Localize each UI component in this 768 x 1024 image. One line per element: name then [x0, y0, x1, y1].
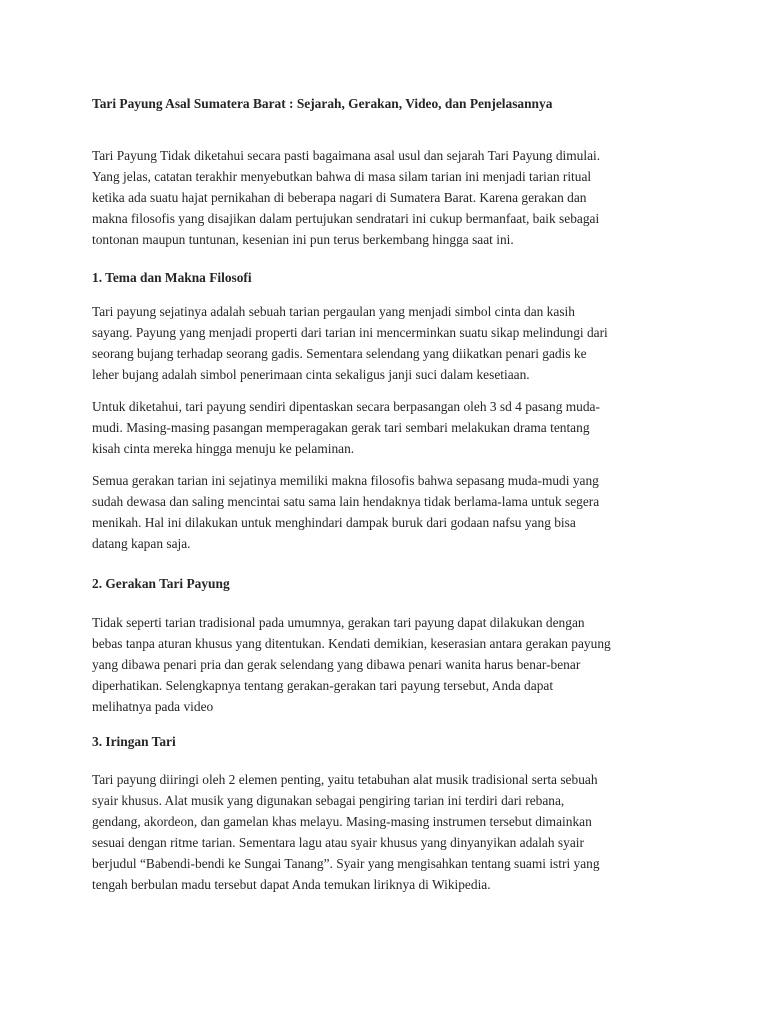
text-line: ketika ada suatu hajat pernikahan di beberapa nagari di Sumatera Barat. Karena gerakan dan [92, 190, 587, 205]
text-line: Tari Payung Tidak diketahui secara pasti bagaimana asal usul dan sejarah Tari Payung dimulai. [92, 148, 601, 163]
text-line: diperhatikan. Selengkapnya tentang gerakan-gerakan tari payung tersebut, Anda dapat [92, 678, 554, 693]
text-line: yang dibawa penari pria dan gerak selendang yang dibawa penari wanita harus benar-benar [92, 657, 581, 672]
text-line: Semua gerakan tarian ini sejatinya memiliki makna filosofis bahwa sepasang muda-mudi yang [92, 473, 599, 488]
intro-paragraph [92, 145, 684, 250]
text-line: datang kapan saja. [92, 536, 191, 551]
text-line: tontonan maupun tuntunan, kesenian ini pun terus berkembang hingga saat ini. [92, 232, 514, 247]
text-line: syair khusus. Alat musik yang digunakan sebagai pengiring tarian ini terdiri dari rebana, [92, 793, 565, 808]
section-heading-gerakan: 2. Gerakan Tari Payung [92, 576, 230, 591]
text-line: menikah. Hal ini dilakukan untuk menghindari dampak buruk dari godaan nafsu yang bisa [92, 515, 576, 530]
section-paragraph [92, 470, 684, 554]
section-paragraph [92, 612, 684, 717]
text-line: kisah cinta mereka hingga menuju ke pelaminan. [92, 441, 355, 456]
section-heading-iringan: 3. Iringan Tari [92, 734, 176, 749]
text-line: tengah berbulan madu tersebut dapat Anda temukan liriknya di Wikipedia. [92, 877, 491, 892]
text-line: makna filosofis yang disajikan dalam pertujukan sendratari ini cukup bermanfaat, baik sebagai [92, 211, 600, 226]
text-line: Tari payung diiringi oleh 2 elemen penting, yaitu tetabuhan alat musik tradisional serta sebuah [92, 772, 598, 787]
text-line: melihatnya pada video [92, 699, 214, 714]
text-line: Untuk diketahui, tari payung sendiri dipentaskan secara berpasangan oleh 3 sd 4 pasang muda- [92, 399, 600, 414]
text-line: Tidak seperti tarian tradisional pada umumnya, gerakan tari payung dapat dilakukan dengan [92, 615, 585, 630]
text-line: mudi. Masing-masing pasangan memperagakan gerak tari sembari melakukan drama tentang [92, 420, 590, 435]
text-line: leher bujang adalah simbol penerimaan cinta sekaligus janji suci dalam kesetiaan. [92, 367, 530, 382]
section-heading-tema: 1. Tema dan Makna Filosofi [92, 270, 252, 285]
text-line: Yang jelas, catatan terakhir menyebutkan bahwa di masa silam tarian ini menjadi tarian ritual [92, 169, 592, 184]
text-line: seorang bujang terhadap seorang gadis. Sementara selendang yang diikatkan penari gadis ke [92, 346, 587, 361]
text-line: berjudul “Babendi-bendi ke Sungai Tanang”. Syair yang mengisahkan tentang suami istri yang [92, 856, 600, 871]
text-line: sayang. Payung yang menjadi properti dari tarian ini mencerminkan suatu sikap melindungi dari [92, 325, 608, 340]
document-title: Tari Payung Asal Sumatera Barat : Sejarah, Gerakan, Video, dan Penjelasannya [92, 96, 553, 111]
text-line: gendang, akordeon, dan gamelan khas melayu. Masing-masing instrumen tersebut dimainkan [92, 814, 592, 829]
text-line: bebas tanpa aturan khusus yang ditentukan. Kendati demikian, keserasian antara gerakan payung [92, 636, 611, 651]
text-line: sudah dewasa dan saling mencintai satu sama lain hendaknya tidak berlama-lama untuk segera [92, 494, 600, 509]
section-paragraph [92, 769, 684, 895]
section-paragraph [92, 396, 684, 459]
text-line: sesuai dengan ritme tarian. Sementara lagu atau syair khusus yang dinyanyikan adalah syair [92, 835, 584, 850]
section-paragraph [92, 301, 684, 385]
text-line: Tari payung sejatinya adalah sebuah tarian pergaulan yang menjadi simbol cinta dan kasih [92, 304, 575, 319]
